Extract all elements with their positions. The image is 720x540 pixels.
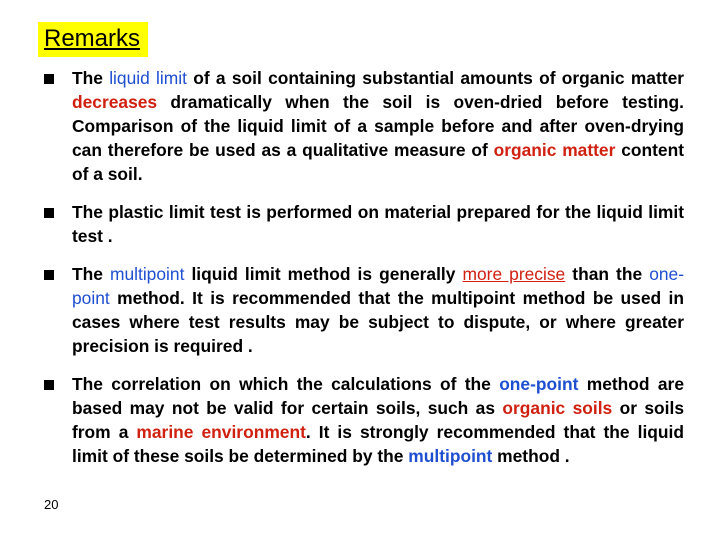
bullet-marker-icon [44, 74, 54, 84]
bullet-item [44, 262, 684, 358]
text-segment: decreases [72, 92, 158, 112]
bullet-marker-icon [44, 380, 54, 390]
page-number: 20 [44, 497, 59, 512]
text-segment: method. It is recommended that the multipoint method be used in cases where test results may be subject to dispute, or where greater precision is required . [72, 288, 684, 356]
text-segment: one-point [499, 374, 579, 394]
slide-title: Remarks [38, 22, 148, 57]
text-segment: The [72, 264, 110, 284]
bullet-text [72, 372, 684, 468]
text-segment: dramatically when the soil is oven-dried before testing. Comparison of the liquid limit of a sample before and after oven-drying can therefore be used as a qualitative measure of [72, 92, 684, 160]
text-segment: or soils from a [72, 398, 685, 442]
bullet-marker-icon [44, 208, 54, 218]
bullet-item [44, 66, 684, 186]
bullet-text [72, 200, 684, 248]
text-segment: more precise [462, 264, 566, 284]
bullet-text [72, 66, 684, 186]
text-segment: content of a soil. [72, 140, 684, 184]
bullet-list [44, 66, 684, 482]
bullet-item [44, 200, 684, 248]
text-segment: than the [565, 264, 650, 284]
text-segment: organic matter [493, 140, 616, 160]
text-segment: of a soil containing substantial amounts of organic matter [186, 68, 685, 88]
text-segment: multipoint [109, 264, 185, 284]
text-segment: The correlation on which the calculations of the [72, 374, 500, 394]
bullet-marker-icon [44, 270, 54, 280]
text-segment: liquid limit [109, 68, 187, 88]
text-segment: . It is strongly recommended that the liquid limit of these soils be determined by the [72, 422, 684, 466]
text-segment: method are based may not be valid for certain soils, such as [72, 374, 684, 418]
text-segment: organic soils [502, 398, 613, 418]
text-segment: one-point [72, 264, 684, 308]
text-segment: The [72, 68, 110, 88]
text-segment: multipoint [408, 446, 493, 466]
text-segment: liquid limit method is generally [184, 264, 463, 284]
bullet-text [72, 262, 684, 358]
text-segment: The plastic limit test is performed on material prepared for the liquid limit test . [72, 202, 684, 246]
text-segment: marine environment [136, 422, 306, 442]
bullet-item [44, 372, 684, 468]
text-segment: method . [492, 446, 570, 466]
